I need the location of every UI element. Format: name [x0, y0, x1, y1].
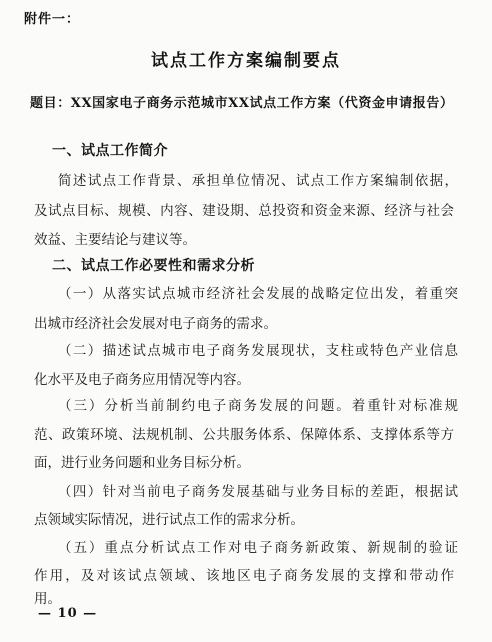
paragraph-line: 点领域实际情况，进行试点工作的需求分析。 — [34, 512, 304, 528]
paragraph-line: （五）重点分析试点工作对电子商务新政策、新规制的验证 — [58, 540, 458, 556]
paragraph-line: 用。 — [34, 591, 61, 607]
paragraph-line: （四）针对当前电子商务发展基础与业务目标的差距，根据试 — [58, 484, 458, 500]
paragraph-line: 效益、主要结论与建议等。 — [34, 232, 196, 248]
attachment-label: 附件一： — [24, 12, 81, 27]
subject-line: 题目：XX国家电子商务示范城市XX试点工作方案（代资金申请报告） — [30, 96, 454, 111]
paragraph-line: （二）描述试点城市电子商务发展现状，支柱或特色产业信息 — [58, 343, 458, 359]
section-heading-necessity: 二、试点工作必要性和需求分析 — [52, 258, 255, 274]
paragraph-line: （一）从落实试点城市经济社会发展的战略定位出发，着重突 — [58, 286, 458, 302]
paragraph-line: 范、政策环境、法规机制、公共服务体系、保障体系、支撑体系等方 — [34, 427, 454, 443]
paragraph-line: 作用，及对该试点领域、该地区电子商务发展的支撑和带动作 — [34, 568, 454, 584]
document-title: 试点工作方案编制要点 — [151, 51, 341, 71]
paragraph-line: 及试点目标、规模、内容、建设期、总投资和资金来源、经济与社会 — [34, 203, 454, 219]
paragraph-line: 出城市经济社会发展对电子商务的需求。 — [34, 316, 277, 332]
page-number: — 10 — — [38, 606, 98, 621]
paragraph-line: 面，进行业务问题和业务目标分析。 — [34, 455, 250, 471]
section-heading-intro: 一、试点工作简介 — [52, 143, 168, 159]
paragraph-line: 简述试点工作背景、承担单位情况、试点工作方案编制依据， — [58, 173, 458, 189]
paragraph-line: （三）分析当前制约电子商务发展的问题。着重针对标准规 — [58, 398, 458, 414]
paragraph-line: 化水平及电子商务应用情况等内容。 — [34, 372, 250, 388]
